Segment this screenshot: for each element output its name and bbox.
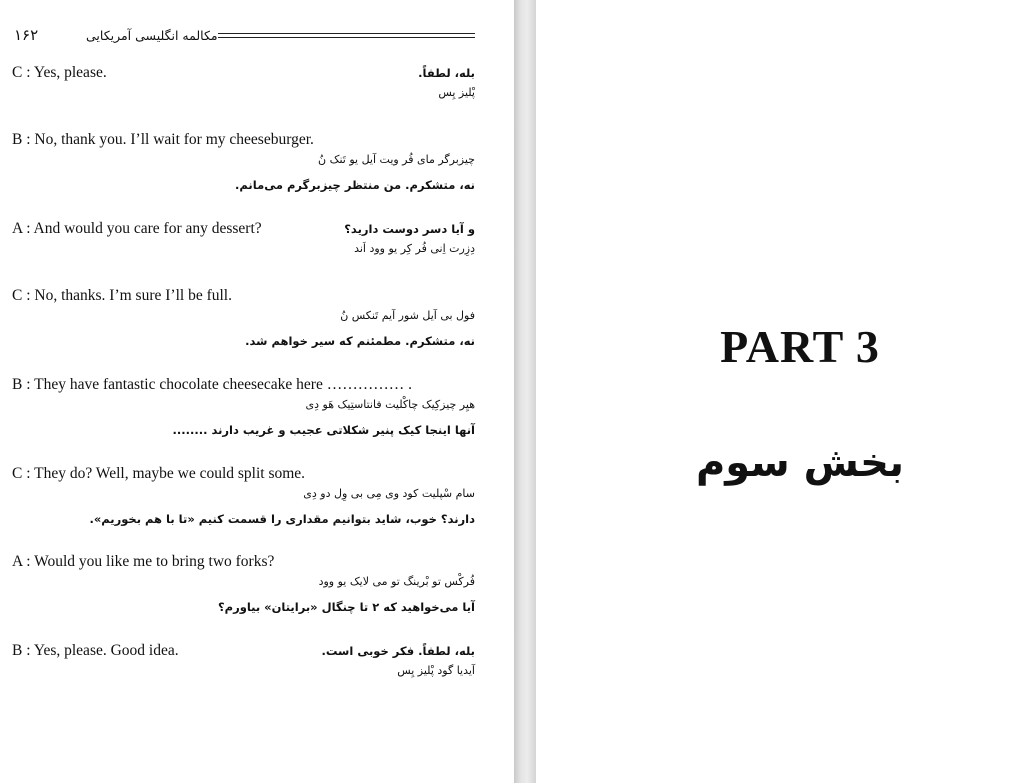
page-header [10,22,475,52]
dialogue-turn-6 [12,465,475,526]
running-title: مکالمه انگلیسی آمریکایی [86,28,218,43]
persian-translation: و آیا دسر دوست دارید؟ [344,222,475,236]
right-page [536,0,1024,783]
english-line: C : Yes, please. [12,64,107,81]
english-line: B : No, thank you. I’ll wait for my cheeseburger. [12,131,314,148]
persian-translation: دارند؟ خوب، شاید بتوانیم مقداری را قسمت کنیم «تا با هم بخوریم». [89,512,475,526]
pronunciation-line: فول بی آیل شور آیم تَنکس نُ [340,309,475,322]
dialogue-turn-5 [12,376,475,437]
page-number: ۱۶۲ [14,28,39,44]
english-line: A : And would you care for any dessert? [12,220,262,237]
persian-translation: نه، متشکرم. من منتظر چیزبرگرم می‌مانم. [235,178,475,192]
persian-translation: آیا می‌خواهید که ۲ تا چنگال «برایتان» بیاورم؟ [217,600,475,614]
pronunciation-line: دِزِرت اِنی فُر کِر یو وود اَند [354,242,475,255]
english-line: C : No, thanks. I’m sure I’ll be full. [12,287,232,304]
persian-translation: بله، لطفاً. [418,66,475,80]
dialogue-turn-3 [12,220,475,255]
english-line: A : Would you like me to bring two forks? [12,553,275,570]
persian-translation: نه، متشکرم. مطمئنم که سیر خواهم شد. [245,334,475,348]
dialogue-turn-4 [12,287,475,348]
pronunciation-line: آیدیا گود پْلیز یِس [397,664,475,677]
pronunciation-line: سام سْپلیت کود وی مِی بی وِل دو دِی [303,487,475,500]
pronunciation-line: هیِر چیزکِیک چاکْلیت فانتاستِیک هَو دِی [305,398,475,411]
pronunciation-line: چیزبرگر مای فُر ویت آیل یو تَنک نُ [318,153,475,166]
pronunciation-line: فُرکْس تو بْرینگ تو می لایک یو وود [318,575,475,588]
book-gutter [514,0,536,783]
dialogue-turn-1 [12,64,475,99]
dialogue-turn-8 [12,642,475,677]
pronunciation-line: پْليز يِس [438,86,475,99]
english-line: C : They do? Well, maybe we could split some. [12,465,306,482]
part-subtitle: بخش سوم [695,440,905,486]
persian-translation: بله، لطفاً. فکر خوبی است. [321,644,475,658]
english-line: B : They have fantastic chocolate cheesecake here …………… . [12,376,412,393]
persian-translation: آنها اینجا کیک پنیر شکلاتی عجیب و غریب دارند ........ [172,423,475,437]
part-title: PART 3 [720,321,880,372]
dialogue-turn-7 [12,553,475,614]
dialogue-turn-2 [12,131,475,192]
english-line: B : Yes, please. Good idea. [12,642,179,659]
header-rule [218,33,475,38]
